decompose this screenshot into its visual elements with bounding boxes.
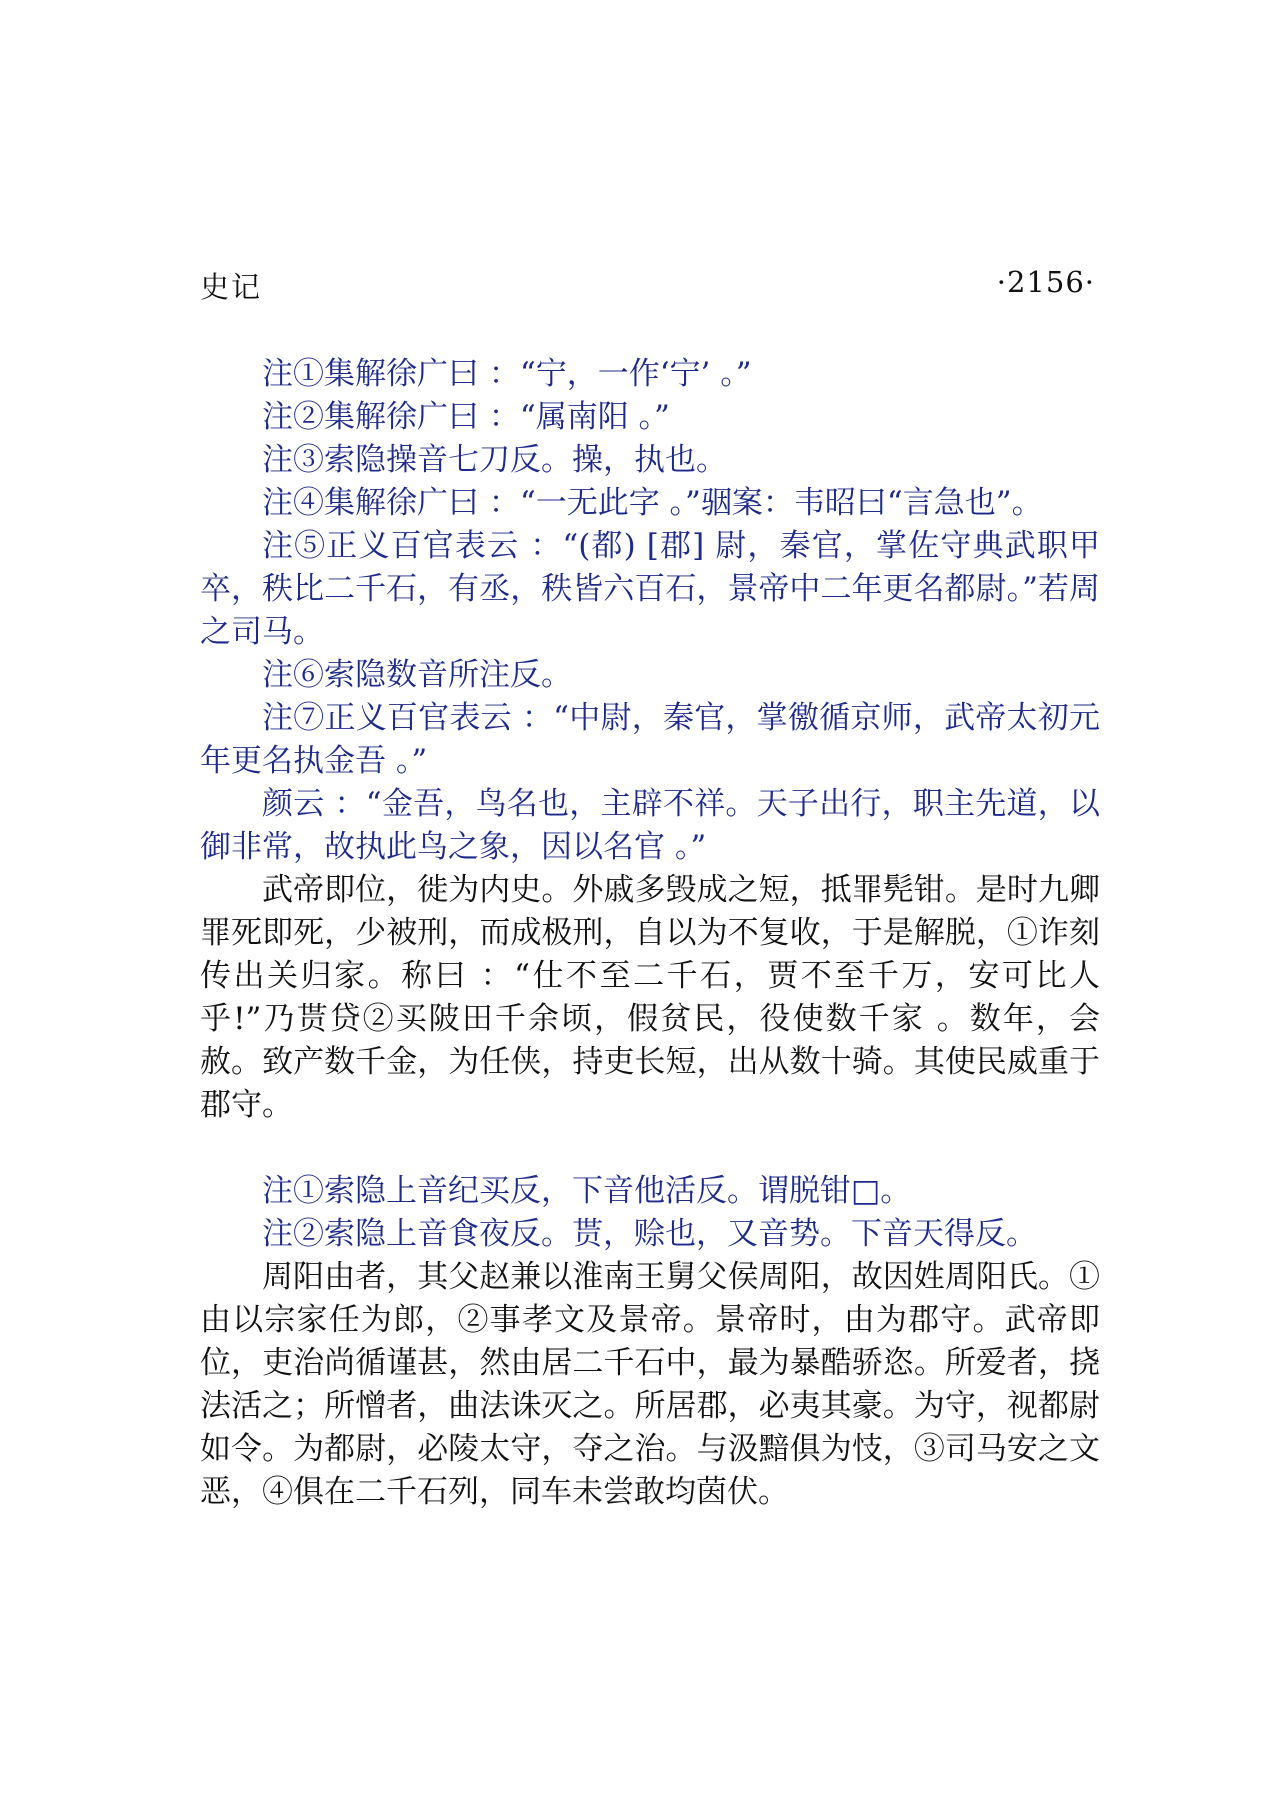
note-2-2: 注②索隐上音食夜反。贳，赊也，又音势。下音天得反。	[262, 1216, 1037, 1252]
note-6: 注⑥索隐数音所注反。	[262, 657, 572, 693]
page-content	[200, 353, 1100, 1514]
note-7: 注⑦正义百官表云 ：“中尉，秦官，掌徼循京师，武帝太初元年更名执金吾 。”	[200, 700, 1100, 779]
note-2: 注②集解徐广曰 ：“属南阳 。”	[262, 399, 670, 435]
page-number: ·2156·	[996, 265, 1095, 299]
section-spacer	[200, 1127, 1100, 1170]
body-paragraph-1: 武帝即位，徙为内史。外戚多毁成之短，抵罪髡钳。是时九卿罪死即死，少被刑，而成极刑，自以为不复收，于是解脱，①诈刻传出关归家。称曰 ：“仕不至二千石，贾不至千万，安可比人乎!”乃贳贷②买陂田千余顷，假贫民，役使数千家 。数年，会赦。致产数千金，为任侠，持吏长短，出从数十骑。其使民威重于郡守。	[200, 872, 1100, 1123]
note-5: 注⑤正义百官表云 ：“(都) [郡] 尉，秦官，掌佐守典武职甲卒，秩比二千石，有丞，秩皆六百石，景帝中二年更名都尉。”若周之司马。	[200, 528, 1100, 650]
note-4: 注④集解徐广曰 ：“一无此字 。”骃案：韦昭曰“言急也”。	[262, 485, 1043, 521]
note-1: 注①集解徐广曰 ：“宁，一作‘宁’ 。”	[262, 356, 752, 392]
body-paragraph-2: 周阳由者，其父赵兼以淮南王舅父侯周阳，故因姓周阳氏。①由以宗家任为郎，②事孝文及景帝。景帝时，由为郡守。武帝即位，吏治尚循谨甚，然由居二千石中，最为暴酷骄恣。所爱者，挠法活之；所憎者，曲法诛灭之。所居郡，必夷其豪。为守，视都尉如令。为都尉，必陵太守，夺之治。与汲黯俱为忮，③司马安之文恶，④俱在二千石列，同车未尝敢均茵伏。	[200, 1259, 1100, 1510]
note-3: 注③索隐操音七刀反。操，执也。	[262, 442, 727, 478]
note-2-1: 注①索隐上音纪买反，下音他活反。谓脱钳□。	[262, 1173, 912, 1209]
book-title: 史记	[200, 270, 263, 304]
page-header	[200, 265, 1095, 315]
note-7-continuation: 颜云 ：“金吾，鸟名也，主辟不祥。天子出行，职主先道，以御非常，故执此鸟之象，因以名官 。”	[200, 786, 1100, 865]
